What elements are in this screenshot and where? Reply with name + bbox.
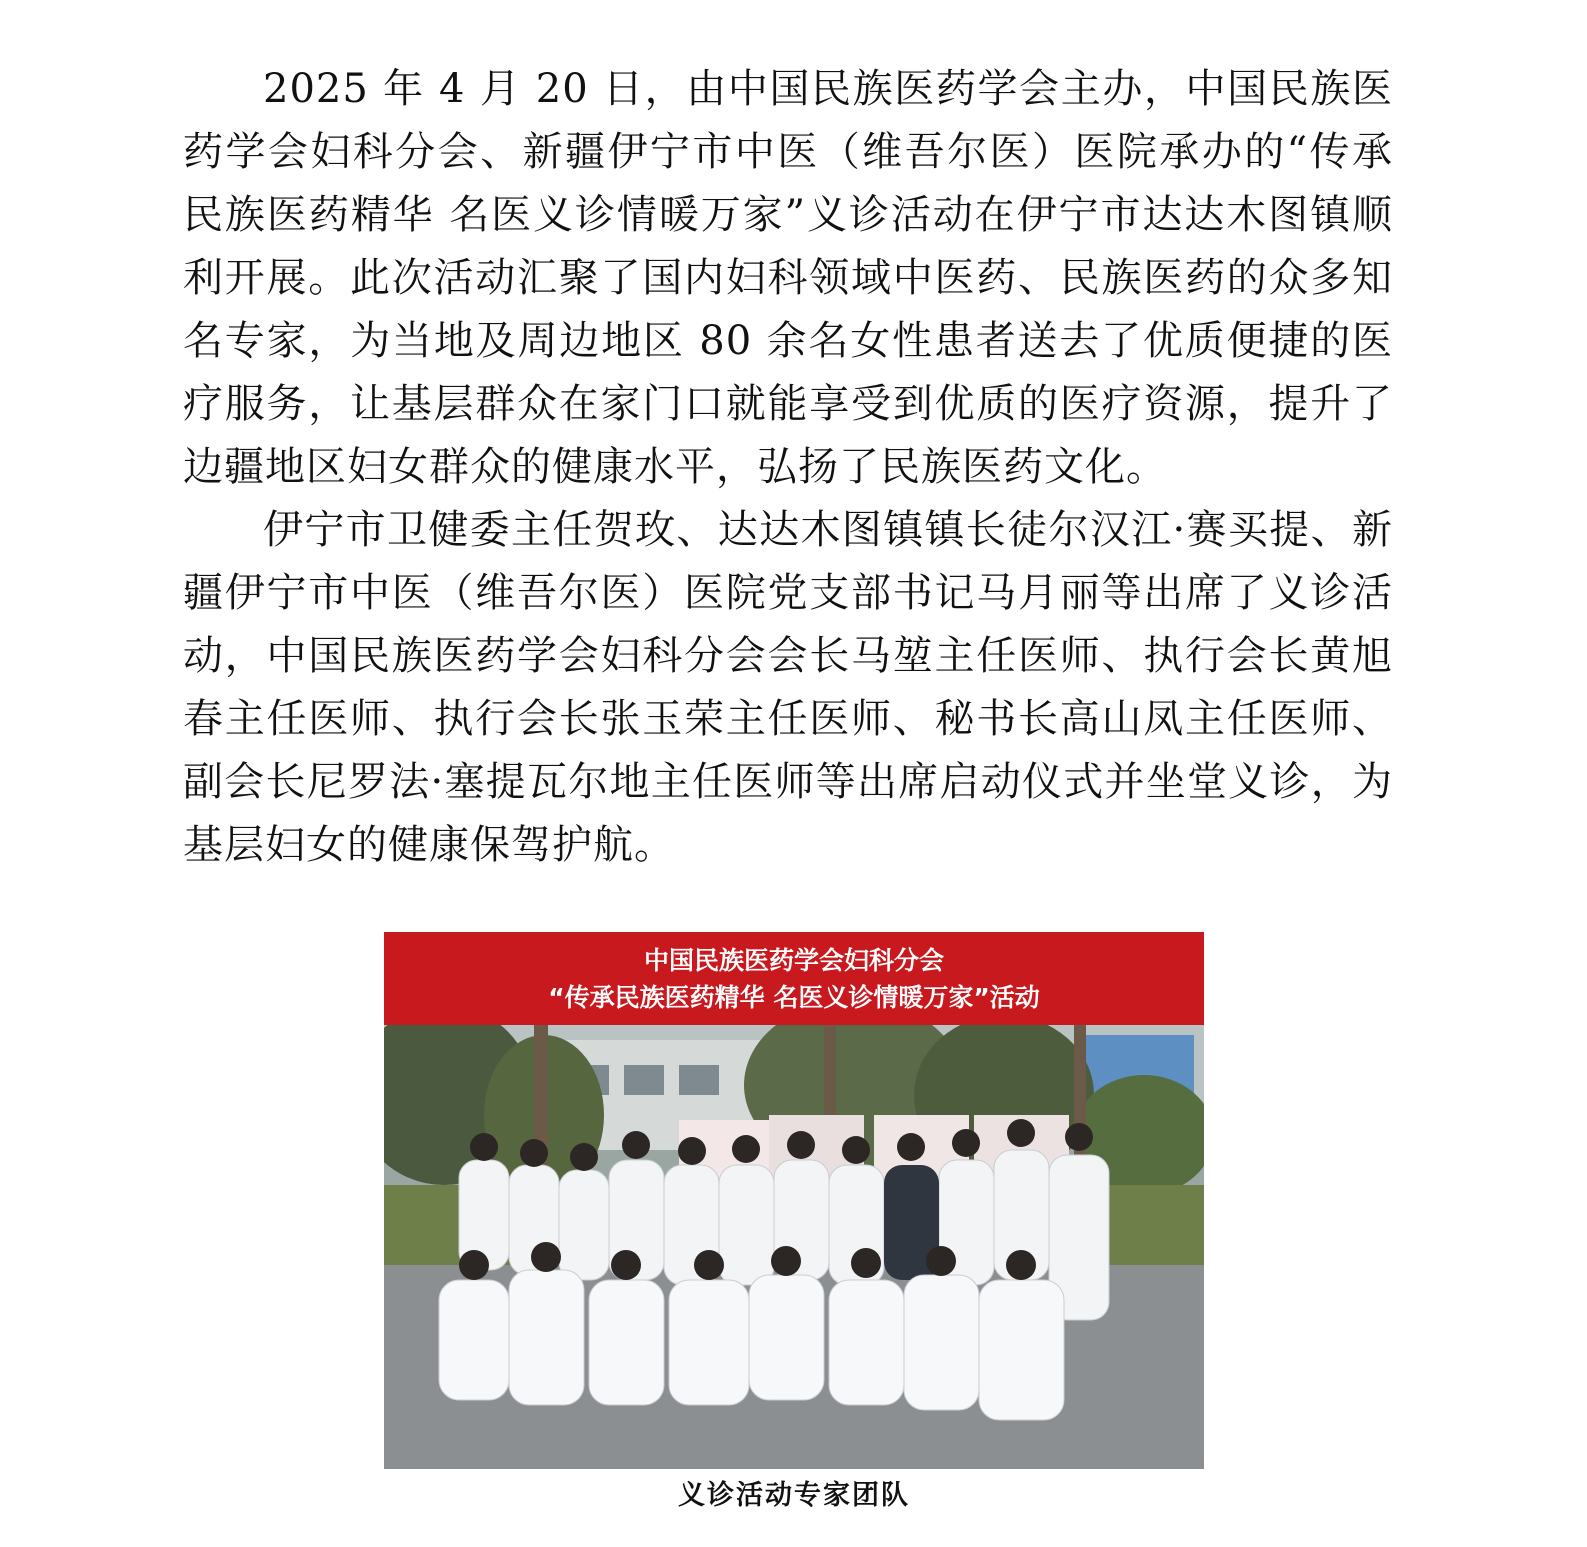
expert-team-photo bbox=[384, 1025, 1204, 1469]
photo-caption: 义诊活动专家团队 bbox=[678, 1480, 910, 1511]
event-banner bbox=[384, 932, 1204, 1025]
group-photo-figure bbox=[384, 932, 1204, 1469]
banner-org-name: 中国民族医药学会妇科分会 bbox=[643, 946, 944, 975]
article-body bbox=[183, 58, 1393, 877]
paragraph-attendees: 伊宁市卫健委主任贺玫、达达木图镇镇长徒尔汉江·赛买提、新疆伊宁市中医（维吾尔医）医院党支部书记马月丽等出席了义诊活动，中国民族医药学会妇科分会会长马堃主任医师、执行会长黄旭春主任医师、执行会长张玉荣主任医师、秘书长高山凤主任医师、副会长尼罗法·塞提瓦尔地主任医师等出席启动仪式并坐堂义诊，为基层妇女的健康保驾护航。 bbox=[183, 507, 1393, 868]
banner-event-title: “传承民族医药精华 名医义诊情暖万家”活动 bbox=[548, 983, 1040, 1012]
paragraph-intro: 2025 年 4 月 20 日，由中国民族医药学会主办，中国民族医药学会妇科分会、新疆伊宁市中医（维吾尔医）医院承办的“传承民族医药精华 名医义诊情暖万家”义诊活动在伊宁市达达木图镇顺利开展。此次活动汇聚了国内妇科领域中医药、民族医药的众多知名专家，为当地及周边地区 80 余名女性患者送去了优质便捷的医疗服务，让基层群众在家门口就能享受到优质的医疗资源，提升了边疆地区妇女群众的健康水平，弘扬了民族医药文化。 bbox=[183, 66, 1393, 490]
